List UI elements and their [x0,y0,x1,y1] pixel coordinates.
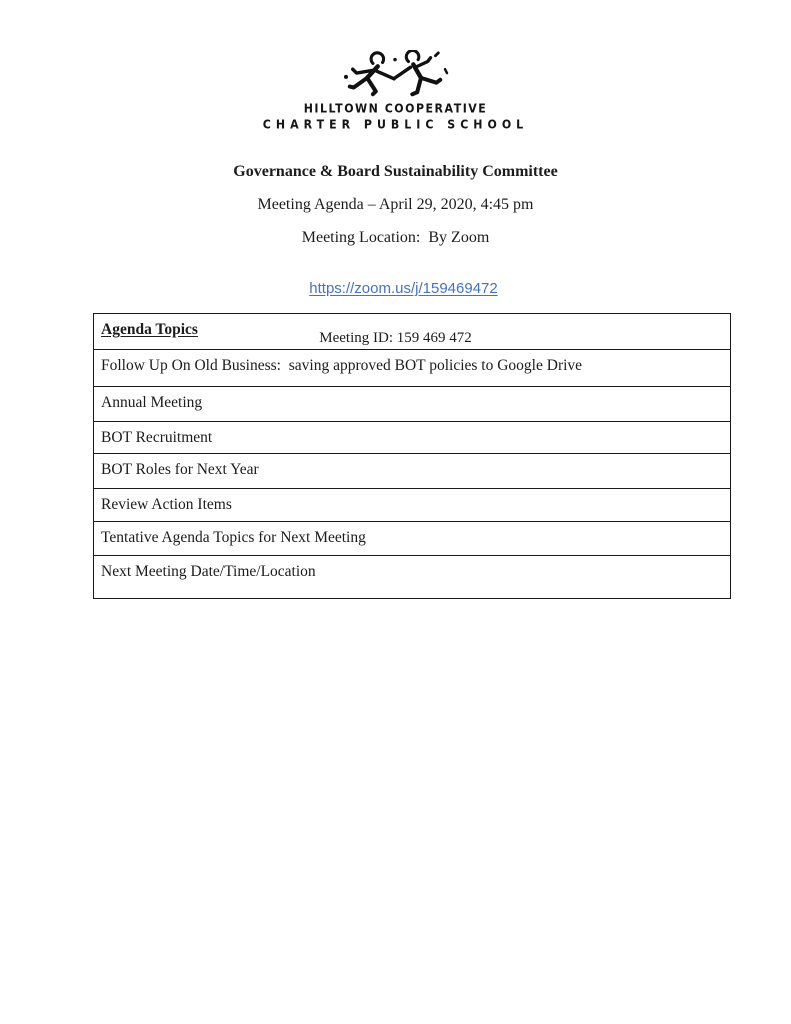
agenda-row [94,350,731,387]
zoom-meeting-link[interactable]: https://zoom.us/j/159469472 [309,280,498,297]
logo-text-line2: CHARTER PUBLIC SCHOOL [262,117,529,132]
agenda-topic-cell: Annual Meeting [94,387,731,422]
agenda-row [94,387,731,422]
agenda-topic-cell: Next Meeting Date/Time/Location [94,556,731,599]
agenda-row [94,489,731,522]
agenda-header-row [94,314,731,350]
meeting-id: Meeting ID: 159 469 472 [319,330,472,346]
agenda-row [94,422,731,454]
agenda-topic-cell: Follow Up On Old Business: saving approved BOT policies to Google Drive [94,350,731,387]
agenda-topic-cell: Review Action Items [94,489,731,522]
agenda-topic-cell: BOT Recruitment [94,422,731,454]
logo-text-line1: HILLTOWN COOPERATIVE [303,101,488,116]
agenda-row [94,556,731,599]
committee-title: Governance & Board Sustainability Committee [233,163,558,180]
agenda-row [94,454,731,489]
school-logo [0,0,791,131]
agenda-row [94,522,731,556]
agenda-topic-cell: BOT Roles for Next Year [94,454,731,489]
meeting-location: Meeting Location: By Zoom [301,229,490,246]
zoom-link-line [0,259,791,319]
agenda-header-cell: Agenda Topics [94,314,731,350]
dancing-figures-icon [321,50,471,100]
agenda-topic-cell: Tentative Agenda Topics for Next Meeting [94,522,731,556]
agenda-table [93,313,731,599]
meeting-agenda-date: Meeting Agenda – April 29, 2020, 4:45 pm [257,196,534,213]
